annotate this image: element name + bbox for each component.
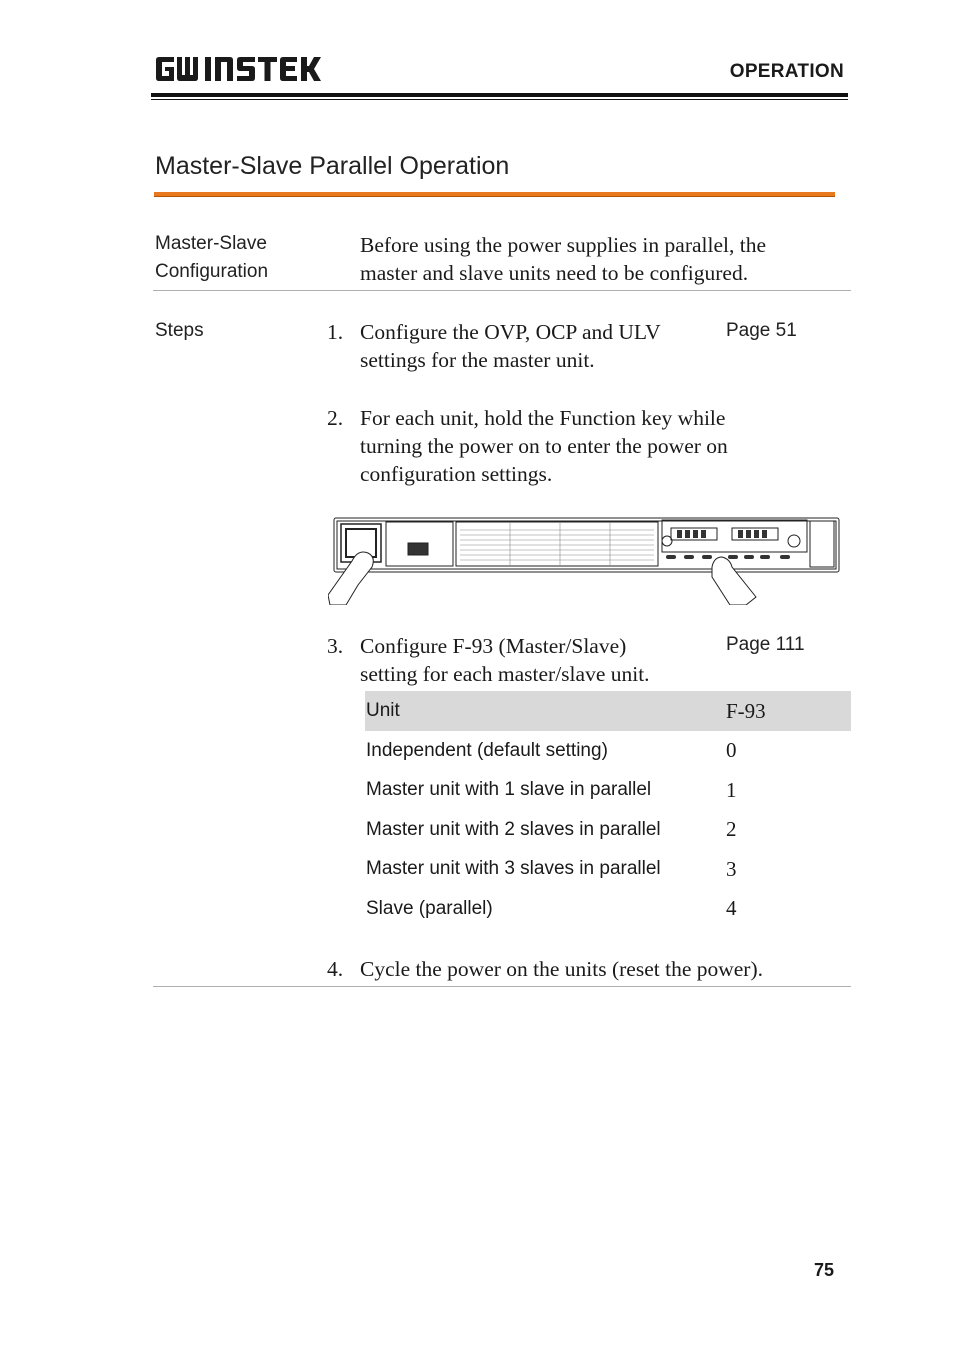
config-label bbox=[155, 230, 268, 286]
step-3-line1: Configure F-93 (Master/Slave) bbox=[360, 634, 627, 658]
table-row bbox=[365, 771, 851, 811]
table-cell-value: 1 bbox=[726, 777, 737, 802]
config-label-line2: Configuration bbox=[155, 261, 269, 282]
config-text-line1: Before using the power supplies in parallel, the bbox=[360, 233, 767, 257]
section-label: OPERATION bbox=[729, 61, 844, 82]
step-3-line2: setting for each master/slave unit. bbox=[360, 662, 650, 686]
table-cell-value: 0 bbox=[726, 738, 737, 763]
step-2-line2: turning the power on to enter the power on bbox=[360, 434, 728, 458]
config-description bbox=[360, 231, 766, 287]
table-row bbox=[365, 889, 851, 929]
bottom-rule bbox=[153, 986, 851, 987]
step-4-number: 4. bbox=[327, 957, 344, 981]
step-2-text bbox=[360, 404, 728, 488]
config-label-line1: Master-Slave bbox=[155, 233, 267, 254]
step-1-page-ref: Page 51 bbox=[726, 320, 797, 341]
table-cell-unit: Master unit with 2 slaves in parallel bbox=[366, 818, 661, 840]
step-1-line1: Configure the OVP, OCP and ULV bbox=[360, 320, 661, 344]
header-rule bbox=[151, 93, 848, 97]
table-cell-unit: Master unit with 3 slaves in parallel bbox=[366, 858, 661, 880]
table-header-f93: F-93 bbox=[726, 691, 851, 731]
table-cell-value: 4 bbox=[726, 896, 737, 921]
step-3-text bbox=[360, 632, 650, 688]
table-cell-value: 3 bbox=[726, 856, 737, 881]
table-row bbox=[365, 850, 851, 890]
gw-instek-logo bbox=[154, 56, 322, 82]
header-rule-thin bbox=[151, 99, 848, 100]
table-cell-unit: Slave (parallel) bbox=[366, 897, 493, 919]
config-text-line2: master and slave units need to be configured. bbox=[360, 261, 749, 285]
page-number: 75 bbox=[813, 1260, 834, 1280]
steps-label: Steps bbox=[155, 320, 204, 341]
step-3-number: 3. bbox=[327, 634, 344, 658]
page-title: Master-Slave Parallel Operation bbox=[155, 152, 510, 180]
f93-settings-table bbox=[365, 691, 851, 929]
step-2-line3: configuration settings. bbox=[360, 462, 553, 486]
table-header-row bbox=[365, 691, 851, 731]
step-1-number: 1. bbox=[327, 320, 344, 344]
step-3-page-ref: Page 111 bbox=[726, 634, 805, 655]
step-1-text bbox=[360, 318, 661, 374]
table-cell-unit: Master unit with 1 slave in parallel bbox=[366, 779, 652, 801]
step-1-line2: settings for the master unit. bbox=[360, 348, 595, 372]
table-header-unit: Unit bbox=[365, 691, 726, 731]
step-2-number: 2. bbox=[327, 406, 344, 430]
table-row bbox=[365, 810, 851, 850]
step-4-text: Cycle the power on the units (reset the power). bbox=[360, 957, 763, 981]
table-row bbox=[365, 731, 851, 771]
title-underline bbox=[154, 192, 835, 197]
table-cell-value: 2 bbox=[726, 817, 737, 842]
front-panel-illustration bbox=[328, 515, 842, 605]
table-cell-unit: Independent (default setting) bbox=[366, 739, 608, 761]
step-2-line1: For each unit, hold the Function key while bbox=[360, 406, 726, 430]
divider-rule bbox=[153, 290, 851, 291]
